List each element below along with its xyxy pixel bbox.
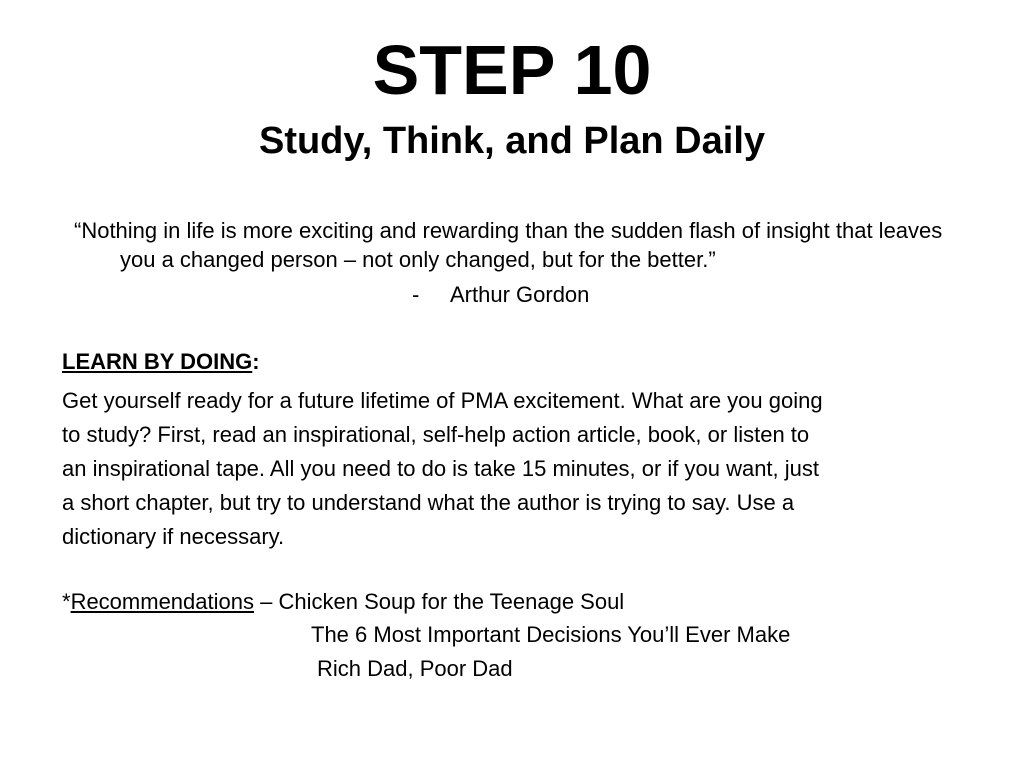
slide-subtitle: Study, Think, and Plan Daily (258, 120, 766, 162)
recommendation-separator: – (254, 589, 279, 614)
body-line: dictionary if necessary. (62, 524, 285, 549)
learn-heading-colon: : (252, 349, 260, 374)
recommendation-line-1 (62, 587, 624, 617)
learn-heading (62, 348, 260, 376)
recommendation-item: Rich Dad, Poor Dad (317, 656, 513, 681)
recommendation-item: Chicken Soup for the Teenage Soul (278, 589, 625, 614)
body-line: an inspirational tape. All you need to do is take 15 minutes, or if you want, just (62, 456, 820, 481)
slide-title: STEP 10 (372, 31, 652, 109)
body-line: to study? First, read an inspirational, self-help action article, book, or listen to (62, 422, 810, 447)
body-line: a short chapter, but try to understand what the author is trying to say. Use a (62, 490, 795, 515)
recommendations-label: Recommendations (70, 589, 254, 614)
recommendation-asterisk: * (62, 589, 71, 614)
attribution-dash: - (412, 282, 420, 307)
recommendation-item: The 6 Most Important Decisions You’ll Ever Make (311, 622, 791, 647)
body-line: Get yourself ready for a future lifetime of PMA excitement. What are you going (62, 388, 823, 413)
quote-text: “Nothing in life is more exciting and rewarding than the sudden flash of insight that leaves you a changed person – not only changed, but for the better.” (74, 218, 943, 272)
quote-attribution (412, 281, 589, 309)
attribution-name: Arthur Gordon (450, 282, 590, 307)
learn-body (62, 384, 962, 554)
learn-heading-label: LEARN BY DOING (62, 349, 253, 374)
